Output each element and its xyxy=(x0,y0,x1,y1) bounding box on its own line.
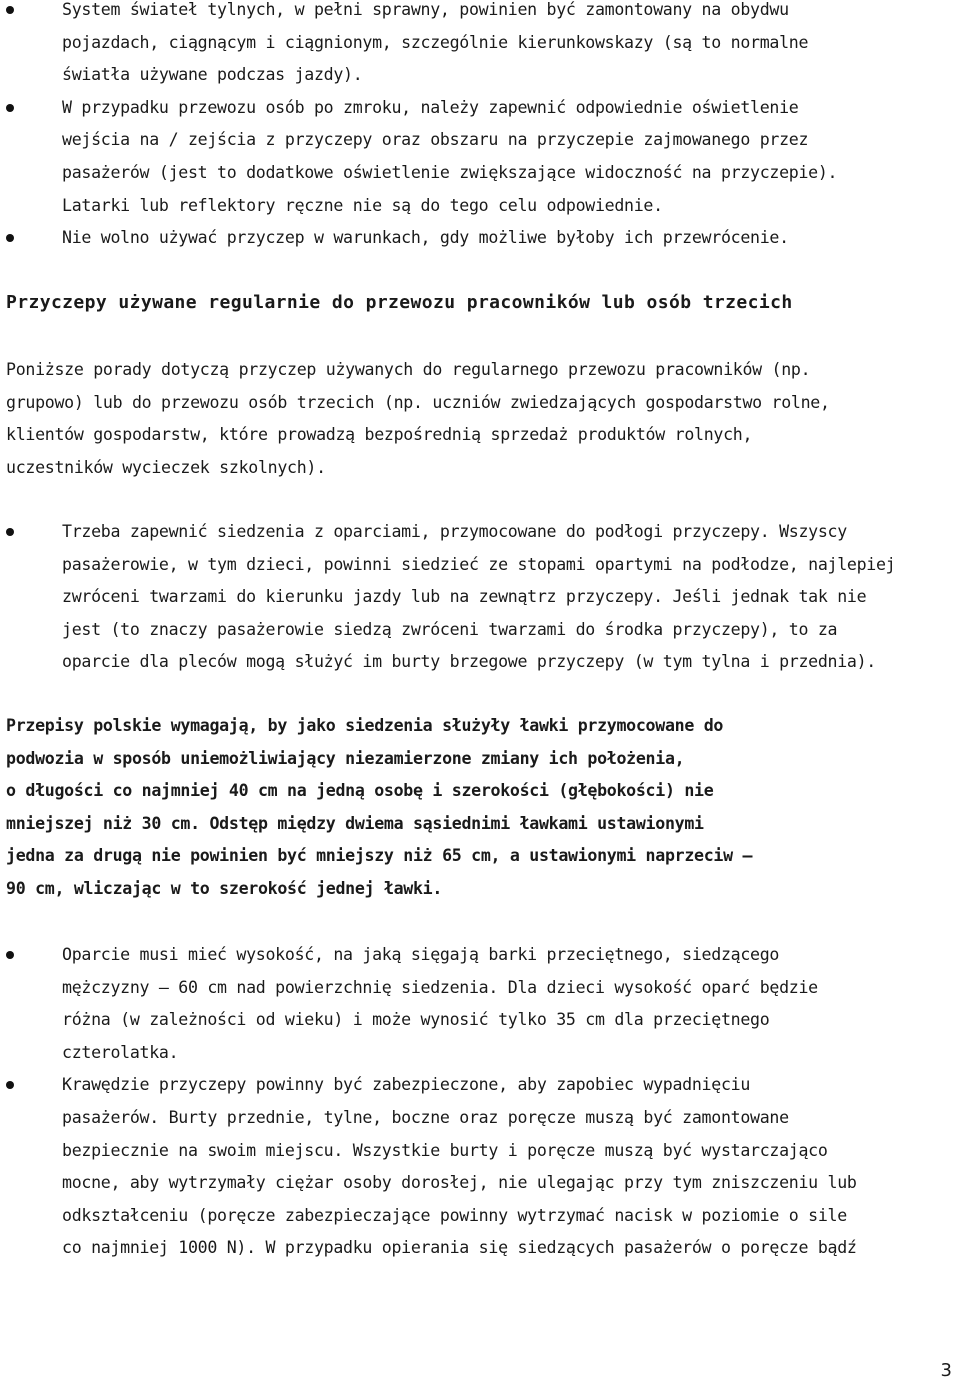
list-item-line: odkształceniu (poręcze zabezpieczające powinny wytrzymać nacisk w poziomie o sile xyxy=(62,1205,847,1225)
list-item xyxy=(6,92,954,222)
list-item-line: oparcie dla pleców mogą służyć im burty brzegowe przyczepy (w tym tylna i przednia). xyxy=(62,652,876,672)
bullet-icon xyxy=(6,104,14,112)
section-heading: Przyczepy używane regularnie do przewozu pracowników lub osób trzecich xyxy=(6,292,793,313)
paragraph-line: Poniższe porady dotyczą przyczep używanych do regularnego przewozu pracowników (np. xyxy=(6,360,811,379)
paragraph-line: o długości co najmniej 40 cm na jedną osobę i szerokości (głębokości) nie xyxy=(6,781,714,801)
list-item xyxy=(6,0,954,92)
list-item xyxy=(6,222,954,255)
seating-bullet-list xyxy=(6,516,954,679)
list-item-line: pojazdach, ciągnącym i ciągnionym, szczególnie kierunkowskazy (są to normalne xyxy=(62,32,809,52)
bullet-icon xyxy=(6,6,14,14)
list-item-line: światła używane podczas jazdy). xyxy=(62,65,363,85)
list-item-line: Latarki lub reflektory ręczne nie są do tego celu odpowiednie. xyxy=(62,195,663,215)
list-item-line: pasażerowie, w tym dzieci, powinni siedzieć ze stopami opartymi na podłodze, najlepiej xyxy=(62,554,896,574)
list-item xyxy=(6,1069,954,1265)
bullet-icon xyxy=(6,528,14,536)
top-bullet-list xyxy=(6,0,954,255)
bullet-icon xyxy=(6,951,14,959)
paragraph-line: jedna za drugą nie powinien być mniejszy niż 65 cm, a ustawionymi naprzeciw — xyxy=(6,846,753,866)
list-item-line: wejścia na / zejścia z przyczepy oraz obszaru na przyczepie zajmowanego przez xyxy=(62,130,809,150)
paragraph-line: grupowo) lub do przewozu osób trzecich (np. uczniów zwiedzających gospodarstwo rolne, xyxy=(6,392,830,412)
page-number: 3 xyxy=(940,1360,952,1381)
list-item xyxy=(6,516,954,679)
paragraph-line: mniejszej niż 30 cm. Odstęp między dwiema sąsiednimi ławkami ustawionymi xyxy=(6,813,704,833)
list-item-line: pasażerów (jest to dodatkowe oświetlenie zwiększające widoczność na przyczepie). xyxy=(62,162,838,182)
list-item-line: czterolatka. xyxy=(62,1042,179,1062)
paragraph-line: 90 cm, wliczając w to szerokość jednej ławki. xyxy=(6,878,443,898)
list-item-line: jest (to znaczy pasażerowie siedzą zwróceni twarzami do środka przyczepy), to za xyxy=(62,619,838,639)
list-item-line: pasażerów. Burty przednie, tylne, boczne oraz poręcze muszą być zamontowane xyxy=(62,1107,789,1127)
list-item-line: zwróceni twarzami do kierunku jazdy lub na zewnątrz przyczepy. Jeśli jednak tak nie xyxy=(62,587,867,607)
list-item-line: System świateł tylnych, w pełni sprawny, powinien być zamontowany na obydwu xyxy=(62,0,789,19)
list-item-line: bezpiecznie na swoim miejscu. Wszystkie burty i poręcze muszą być wystarczająco xyxy=(62,1140,828,1160)
bullet-icon xyxy=(6,234,14,242)
list-item-line: mocne, aby wytrzymały ciężar osoby dorosłej, nie ulegając przy tym zniszczeniu lub xyxy=(62,1173,857,1193)
list-item-line: mężczyzny — 60 cm nad powierzchnię siedzenia. Dla dzieci wysokość oparć będzie xyxy=(62,977,818,997)
paragraph-line: podwozia w sposób uniemożliwiający niezamierzone zmiany ich położenia, xyxy=(6,748,685,768)
paragraph-line: klientów gospodarstw, które prowadzą bezpośrednią sprzedaż produktów rolnych, xyxy=(6,425,753,445)
list-item-line: Krawędzie przyczepy powinny być zabezpieczone, aby zapobiec wypadnięciu xyxy=(62,1075,751,1095)
list-item-line: Trzeba zapewnić siedzenia z oparciami, przymocowane do podłogi przyczepy. Wszyscy xyxy=(62,522,847,541)
bullet-icon xyxy=(6,1081,14,1089)
list-item-line: co najmniej 1000 N). W przypadku opierania się siedzących pasażerów o poręcze bądź xyxy=(62,1238,857,1258)
list-item-line: różna (w zależności od wieku) i może wynosić tylko 35 cm dla przeciętnego xyxy=(62,1010,770,1030)
paragraph-line: Przepisy polskie wymagają, by jako siedzenia służyły ławki przymocowane do xyxy=(6,716,724,735)
regulation-paragraph xyxy=(6,710,954,906)
list-item-line: Oparcie musi mieć wysokość, na jaką sięgają barki przeciętnego, siedzącego xyxy=(62,945,780,964)
intro-paragraph xyxy=(6,354,954,484)
list-item-line: W przypadku przewozu osób po zmroku, należy zapewnić odpowiednie oświetlenie xyxy=(62,97,799,117)
paragraph-line: uczestników wycieczek szkolnych). xyxy=(6,457,326,477)
bottom-bullet-list xyxy=(6,939,954,1265)
list-item xyxy=(6,939,954,1069)
list-item-line: Nie wolno używać przyczep w warunkach, gdy możliwe byłoby ich przewrócenie. xyxy=(62,228,789,248)
